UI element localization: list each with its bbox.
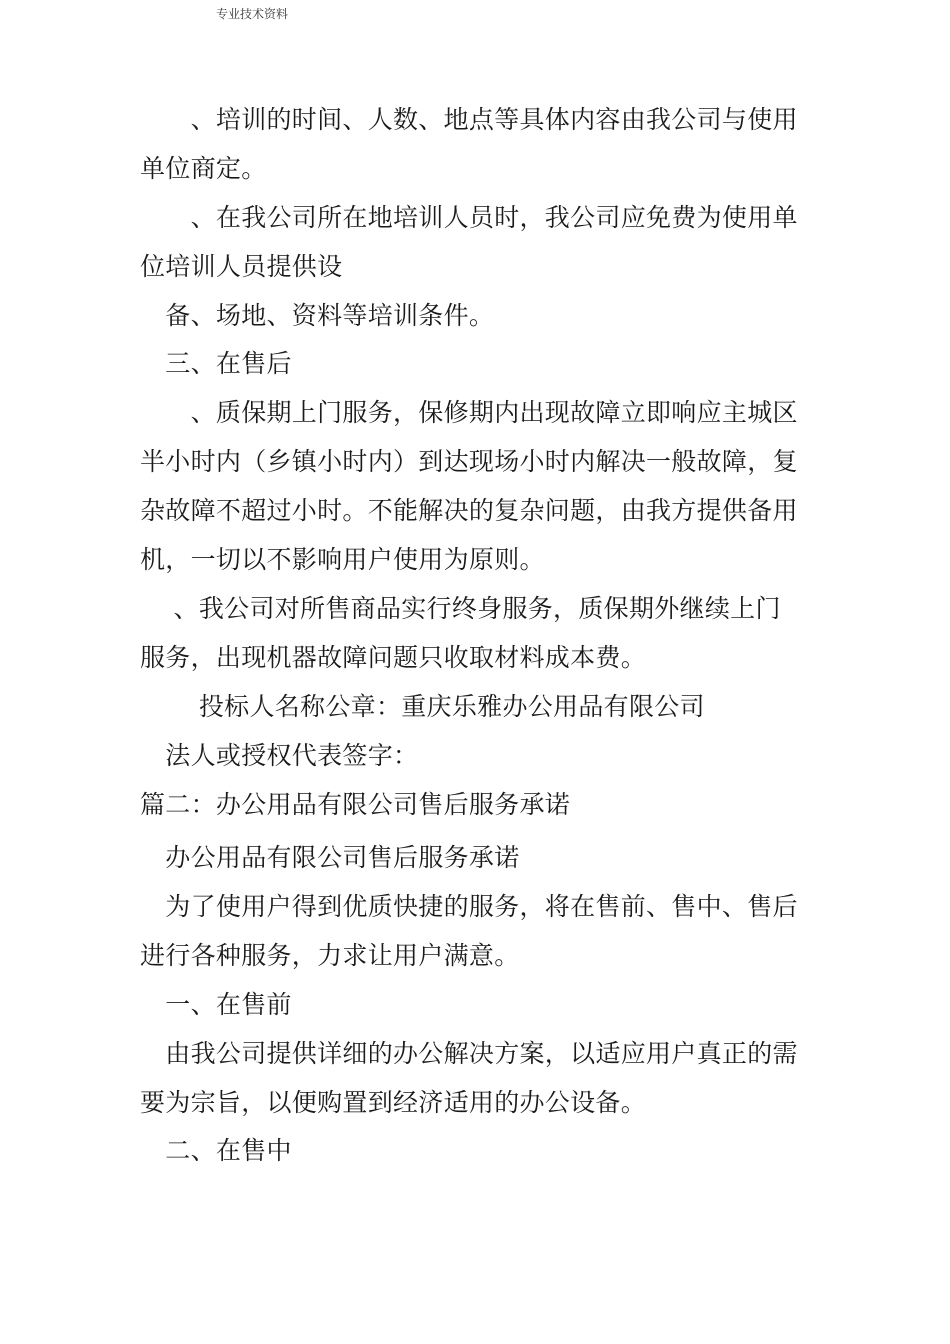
paragraph-line: 位培训人员提供设 xyxy=(140,252,343,281)
part-two-title: 篇二：办公用品有限公司售后服务承诺 xyxy=(140,790,571,819)
bidder-seal-line: 投标人名称公章：重庆乐雅办公用品有限公司 xyxy=(140,692,705,721)
document-title: 办公用品有限公司售后服务承诺 xyxy=(140,843,520,872)
paragraph-line: 、培训的时间、人数、地点等具体内容由我公司与使用 xyxy=(140,105,798,134)
section-heading: 三、在售后 xyxy=(140,349,292,378)
paragraph-line: 备、场地、资料等培训条件。 xyxy=(140,301,495,330)
signature-line: 法人或授权代表签字： xyxy=(140,741,419,770)
paragraph-line: 为了使用户得到优质快捷的服务，将在售前、售中、售后 xyxy=(140,892,798,921)
paragraph-line: 进行各种服务，力求让用户满意。 xyxy=(140,941,520,970)
page-header: 专业技术资料 xyxy=(216,7,289,21)
section-heading: 一、在售前 xyxy=(140,990,292,1019)
paragraph-line: 要为宗旨，以便购置到经济适用的办公设备。 xyxy=(140,1088,647,1117)
paragraph-line: 、质保期上门服务，保修期内出现故障立即响应主城区 xyxy=(140,398,798,427)
paragraph-line: 、我公司对所售商品实行终身服务，质保期外继续上门 xyxy=(140,594,781,623)
paragraph-line: 半小时内（乡镇小时内）到达现场小时内解决一般故障，复 xyxy=(140,447,798,476)
paragraph-line: 、在我公司所在地培训人员时，我公司应免费为使用单 xyxy=(140,203,798,232)
paragraph-line: 杂故障不超过小时。不能解决的复杂问题，由我方提供备用 xyxy=(140,496,798,525)
paragraph-line: 机，一切以不影响用户使用为原则。 xyxy=(140,545,545,574)
paragraph-line: 由我公司提供详细的办公解决方案，以适应用户真正的需 xyxy=(140,1039,798,1068)
paragraph-line: 单位商定。 xyxy=(140,154,267,183)
section-heading: 二、在售中 xyxy=(140,1136,292,1165)
paragraph-line: 服务，出现机器故障问题只收取材料成本费。 xyxy=(140,643,647,672)
